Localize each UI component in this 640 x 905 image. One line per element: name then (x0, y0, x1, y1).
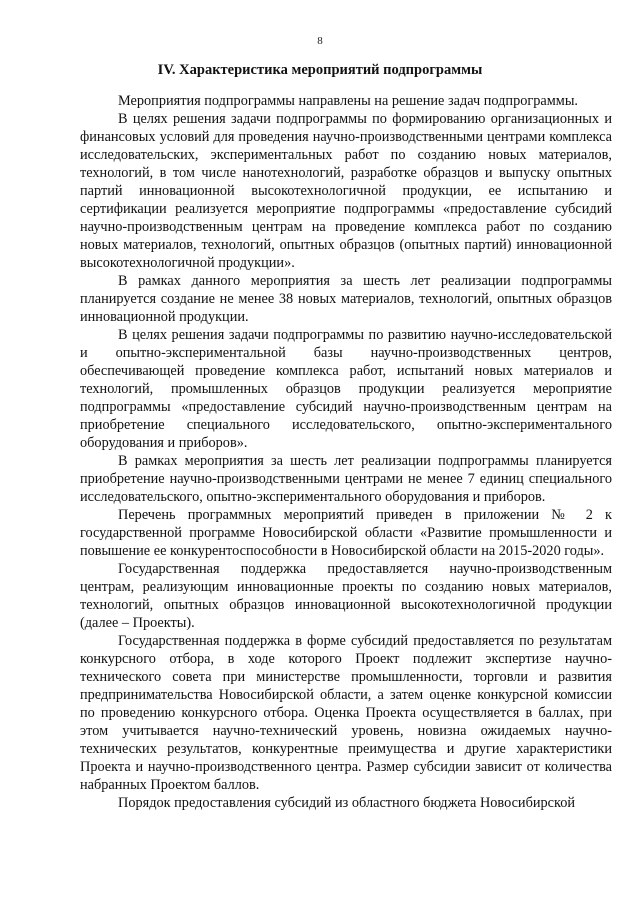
page-number: 8 (317, 35, 323, 47)
paragraph: Мероприятия подпрограммы направлены на решение задач подпрограммы. (118, 93, 578, 109)
paragraph: Порядок предоставления субсидий из областного бюджета Новосибирской (118, 795, 576, 811)
paragraph: В целях решения задачи подпрограммы по формированию организационных и финансовых условий для проведения научно-производственными центрами комплекса исследовательских, экспериментальных работ по созданию новых материалов, технологий, в том числе нанотехнологий, разработке образцов и выпуску опытных партий инновационной высокотехнологичной продукции, ее испытанию и сертификации реализуется мероприятие подпрограммы «предоставление субсидий научно-производственным центрам на проведение комплекса работ по созданию новых материалов, технологий, опытных образцов (опытных партий) инновационной высокотехнологичной продукции». (80, 111, 612, 271)
paragraph: Перечень программных мероприятий приведен в приложении № 2 к государственной программе Новосибирской области «Развитие промышленности и повышение ее конкурентоспособности в Новосибирской области на 2015-2020 годы». (80, 507, 612, 559)
body-text (80, 92, 612, 812)
paragraph: В целях решения задачи подпрограммы по развитию научно-исследовательской и опытно-экспериментальной базы научно-производственных центров, обеспечивающей проведение комплекса работ, испытаний новых материалов и технологий, промышленных образцов продукции реализуется мероприятие подпрограммы «предоставление субсидий научно-производственным центрам на приобретение специального исследовательского, опытно-экспериментального оборудования и приборов». (80, 327, 612, 451)
section-heading: IV. Характеристика мероприятий подпрограммы (157, 62, 483, 78)
paragraph: В рамках мероприятия за шесть лет реализации подпрограммы планируется приобретение научно-производственными центрами не менее 7 единиц специального исследовательского, опытно-экспериментального оборудования и приборов. (80, 453, 612, 505)
paragraph: Государственная поддержка в форме субсидий предоставляется по результатам конкурсного отбора, в ходе которого Проект подлежит экспертизе научно-технического совета при министерстве промышленности, торговли и развития предпринимательства Новосибирской области, а затем оценке конкурсной комиссии по проведению конкурсного отбора. Оценка Проекта осуществляется в баллах, при этом учитывается научно-технический уровень, новизна ожидаемых научно-технических результатов, конкурентные преимущества и другие характеристики Проекта и научно-производственного центра. Размер субсидии зависит от количества набранных Проектом баллов. (80, 633, 612, 793)
paragraph: Государственная поддержка предоставляется научно-производственным центрам, реализующим инновационные проекты по созданию новых материалов, технологий, опытных образцов инновационной высокотехнологичной продукции (далее – Проекты). (80, 561, 612, 631)
paragraph: В рамках данного мероприятия за шесть лет реализации подпрограммы планируется создание не менее 38 новых материалов, технологий, опытных образцов инновационной продукции. (80, 273, 612, 325)
